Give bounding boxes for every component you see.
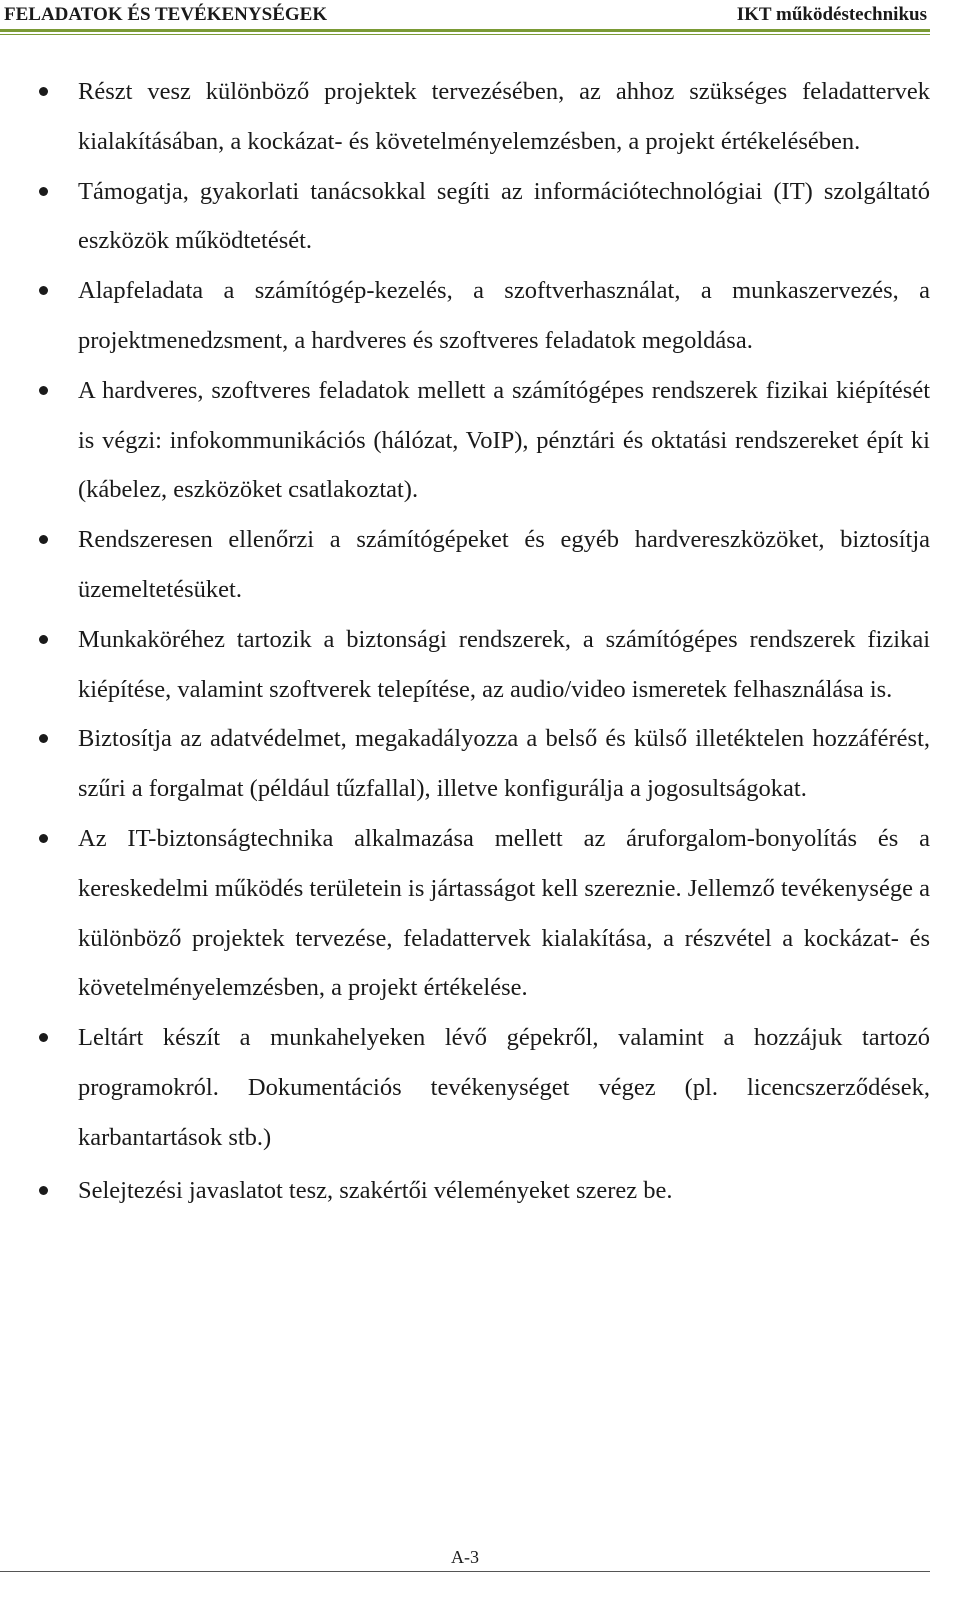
header-rule-thick <box>0 29 930 32</box>
list-item-text: Támogatja, gyakorlati tanácsokkal segíti az információtechnológiai (IT) szolgáltató eszközök működtetését. <box>78 177 930 255</box>
bullet-icon <box>39 1033 48 1042</box>
list-item <box>0 714 930 814</box>
list-item-text: Munkaköréhez tartozik a biztonsági rendszerek, a számítógépes rendszerek fizikai kiépítése, valamint szoftverek telepítése, az audio/video ismeretek felhasználása is. <box>78 625 930 703</box>
list-item <box>0 266 930 366</box>
bullet-icon <box>39 1186 48 1195</box>
page-number: A-3 <box>451 1547 479 1567</box>
header-section-title: FELADATOK ÉS TEVÉKENYSÉGEK <box>4 4 328 25</box>
list-item-text: Selejtezési javaslatot tesz, szakértői véleményeket szerez be. <box>78 1176 673 1204</box>
list-item-text: Alapfeladata a számítógép-kezelés, a szoftverhasználat, a munkaszervezés, a projektmenedzsment, a hardveres és szoftveres feladatok megoldása. <box>78 277 930 354</box>
bullet-icon <box>39 187 48 196</box>
list-item-text: Az IT-biztonságtechnika alkalmazása mellett az áruforgalom-bonyolítás és a kereskedelmi működés területein is jártasságot kell szereznie. Jellemző tevékenysége a különböző projektek tervezése, feladattervek kialakítása, a részvétel a kockázat- és követelményelemzésben, a projekt értékelése. <box>78 824 930 1002</box>
bullet-icon <box>39 87 48 96</box>
header-rule-thin <box>0 34 930 35</box>
header-document-title: IKT működéstechnikus <box>736 4 927 25</box>
list-item <box>0 366 930 515</box>
list-item <box>0 167 930 267</box>
list-item <box>0 615 930 715</box>
list-item <box>0 814 930 1013</box>
list-item-text: Részt vesz különböző projektek tervezésében, az ahhoz szükséges feladattervek kialakításában, a kockázat- és követelményelemzésben, a projekt értékelésében. <box>78 78 930 155</box>
list-item <box>0 1013 930 1162</box>
list-item <box>0 515 930 615</box>
list-item-text: Leltárt készít a munkahelyeken lévő gépekről, valamint a hozzájuk tartozó programokról. Dokumentációs tevékenységet végez (pl. licencszerződések, karbantartások stb.) <box>78 1024 930 1151</box>
list-item-text: Biztosítja az adatvédelmet, megakadályozza a belső és külső illetéktelen hozzáférést, szűri a forgalmat (például tűzfallal), illetve konfigurálja a jogosultságokat. <box>78 725 930 803</box>
task-list <box>0 67 930 1215</box>
list-item <box>0 1166 930 1216</box>
bullet-icon <box>39 286 48 295</box>
bullet-icon <box>39 734 48 743</box>
bullet-icon <box>39 386 48 395</box>
list-item-text: Rendszeresen ellenőrzi a számítógépeket és egyéb hardvereszközöket, biztosítja üzemeltetésüket. <box>78 526 930 603</box>
bullet-icon <box>39 535 48 544</box>
page-header <box>0 0 930 28</box>
footer-rule <box>0 1571 930 1572</box>
bullet-icon <box>39 635 48 644</box>
list-item-text: A hardveres, szoftveres feladatok mellett a számítógépes rendszerek fizikai kiépítését is végzi: infokommunikációs (hálózat, VoIP), pénztári és oktatási rendszereket épít ki (kábelez, eszközöket csatlakoztat). <box>78 376 930 504</box>
list-item <box>0 67 930 167</box>
bullet-icon <box>39 834 48 843</box>
page-body <box>0 67 930 1215</box>
